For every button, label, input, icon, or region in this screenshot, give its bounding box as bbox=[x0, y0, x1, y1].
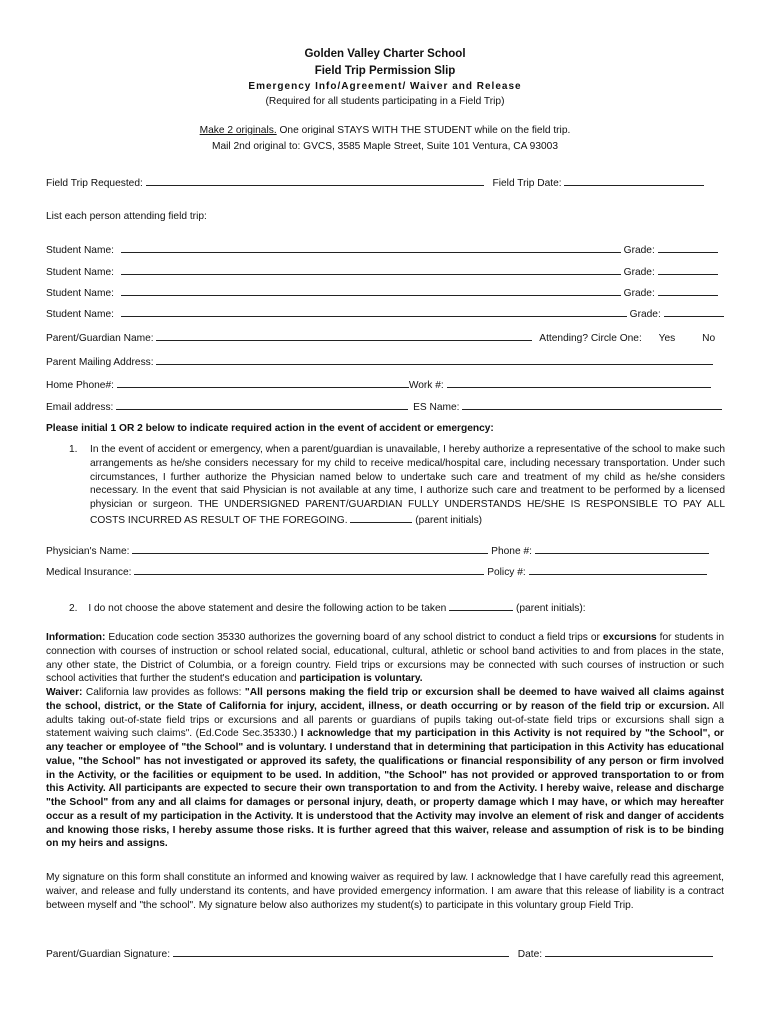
grade-field[interactable] bbox=[658, 242, 718, 253]
option-2-row bbox=[69, 600, 586, 616]
initial-heading: Please initial 1 OR 2 below to indicate required action in the event of accident or emergency: bbox=[46, 423, 494, 434]
option-1-initials-label: (parent initials) bbox=[415, 514, 483, 526]
signature-label: Parent/Guardian Signature: bbox=[46, 949, 171, 960]
physician-name-label: Physician's Name: bbox=[46, 546, 130, 557]
grade-field[interactable] bbox=[664, 306, 724, 317]
phone-row bbox=[46, 377, 711, 393]
grade-field[interactable] bbox=[658, 264, 718, 275]
parent-name-row bbox=[46, 330, 715, 346]
school-name: Golden Valley Charter School bbox=[304, 48, 466, 60]
list-each-label: List each person attending field trip: bbox=[46, 211, 207, 222]
email-field[interactable] bbox=[116, 399, 408, 410]
form-note: (Required for all students participating in a Field Trip) bbox=[265, 96, 505, 107]
information-label: Information: bbox=[46, 632, 106, 643]
medical-insurance-field[interactable] bbox=[134, 564, 484, 575]
waiver-bold-1: "All persons making the field trip or excursion shall be deemed to have waived all claims against the school, district, or the State of California for injury, accident, illness, or death occurring or by reason of the field trip or excursion. bbox=[46, 687, 724, 712]
email-label: Email address: bbox=[46, 402, 114, 413]
parent-name-field[interactable] bbox=[156, 330, 532, 341]
signature-row bbox=[46, 946, 713, 962]
information-paragraph bbox=[46, 631, 724, 851]
grade-label: Grade: bbox=[623, 245, 655, 256]
home-phone-label: Home Phone#: bbox=[46, 380, 114, 391]
attending-yes-option[interactable]: Yes bbox=[658, 333, 676, 344]
student-row bbox=[46, 242, 718, 258]
student-row bbox=[46, 264, 718, 280]
field-trip-date-field[interactable] bbox=[564, 175, 704, 186]
student-name-label: Student Name: bbox=[46, 245, 114, 256]
information-excursions: excursions bbox=[602, 632, 657, 643]
signature-paragraph: My signature on this form shall constitute an informed and knowing waiver as required by law. I acknowledge that I have carefully read this agreement, waiver, and release and fully understand its contents, and have provided emergency information. I am aware that this release of liability is a contract between myself and "the school". My signature below also authorizes my student(s) to participate in this voluntary group Field Trip. bbox=[46, 872, 724, 911]
work-phone-field[interactable] bbox=[447, 377, 711, 388]
physician-row bbox=[46, 543, 709, 559]
option-2-text: I do not choose the above statement and desire the following action to be taken bbox=[88, 603, 447, 614]
student-name-label: Student Name: bbox=[46, 288, 114, 299]
student-name-field[interactable] bbox=[121, 242, 621, 253]
signature-date-label: Date: bbox=[517, 949, 543, 960]
physician-phone-field[interactable] bbox=[535, 543, 709, 554]
grade-label: Grade: bbox=[623, 288, 655, 299]
option-2-number: 2. bbox=[69, 603, 78, 614]
form-subtitle: Emergency Info/Agreement/ Waiver and Release bbox=[248, 81, 522, 92]
insurance-row bbox=[46, 564, 707, 580]
grade-label: Grade: bbox=[629, 309, 661, 320]
information-text-1: Education code section 35330 authorizes the governing board of any school district to conduct a field trips or bbox=[105, 632, 603, 643]
option-2-initials-label: (parent initials): bbox=[515, 603, 586, 614]
field-trip-requested-field[interactable] bbox=[146, 175, 484, 186]
form-title: Field Trip Permission Slip bbox=[314, 65, 456, 77]
signature-date-field[interactable] bbox=[545, 946, 713, 957]
field-trip-requested-label: Field Trip Requested: bbox=[46, 178, 143, 189]
waiver-text-1: California law provides as follows: bbox=[82, 687, 245, 699]
physician-name-field[interactable] bbox=[132, 543, 488, 554]
mailing-address-label: Parent Mailing Address: bbox=[46, 357, 154, 368]
student-name-label: Student Name: bbox=[46, 309, 114, 320]
option-1-paragraph bbox=[90, 443, 725, 528]
mailing-address-field[interactable] bbox=[156, 354, 713, 365]
student-name-label: Student Name: bbox=[46, 267, 114, 278]
policy-label: Policy #: bbox=[487, 567, 526, 578]
grade-label: Grade: bbox=[623, 267, 655, 278]
attending-label: Attending? Circle One: bbox=[539, 333, 642, 344]
field-trip-date-label: Field Trip Date: bbox=[492, 178, 562, 189]
es-name-field[interactable] bbox=[462, 399, 722, 410]
information-text-2: for students in connection with courses of instruction or school related social, educational, cultural, athletic or school band activities to and from places in the state, any other state, the District of Columbia, or a foreign country. Field trips or excursions may be connected with such courses of instruction or such school activities that further the student's education and bbox=[46, 632, 724, 685]
parent-name-label: Parent/Guardian Name: bbox=[46, 333, 154, 344]
option-2-initials-field[interactable] bbox=[449, 600, 513, 611]
student-row bbox=[46, 306, 724, 322]
waiver-label: Waiver: bbox=[46, 687, 83, 699]
attending-no-option[interactable]: No bbox=[702, 333, 716, 344]
waiver-bold-2: I acknowledge that my participation in this Activity is not required by "the School", or any teacher or employee of "the School" and is voluntary. I understand that in determining that participation in this Activity has educational value, "the School" has not investigated or approved its safety, the qualifications or financial responsibility of any person or firm involved in the Activity, or the facilities or equipment to be used. In addition, "the School" has not provided or approved transportation to or from this Activity. All participants are expected to secure their own transportation to and from the Activity. I hereby waive, release and discharge "the School" from any and all claims for damages or personal injury, death, or property damage which I may have, or which may hereafter occur as a result of my participation in the Activity. It is understood that the Activity may involve an element of risk and danger of accidents and knowing those risks, I hereby assume those risks. It is further agreed that this waiver, release and assumption of risk is to be binding on my heirs and assigns. bbox=[46, 728, 725, 850]
field-trip-requested-row bbox=[46, 175, 704, 191]
mail-address: Mail 2nd original to: GVCS, 3585 Maple Street, Suite 101 Ventura, CA 93003 bbox=[211, 141, 559, 152]
es-name-label: ES Name: bbox=[413, 402, 460, 413]
originals-underlined: Make 2 originals. bbox=[199, 125, 277, 136]
student-name-field[interactable] bbox=[121, 285, 621, 296]
signature-field[interactable] bbox=[173, 946, 509, 957]
originals-instruction bbox=[0, 124, 770, 138]
information-voluntary: participation is voluntary. bbox=[299, 673, 423, 685]
option-1-text: In the event of accident or emergency, when a parent/guardian is unavailable, I hereby authorize a representative of the school to make such arrangements as he/she considers necessary for my child to receive medical/hospital care, including necessary transportation. Under such circumstances, I further authorize the Physician named below to undertake such care and treatment of my child as he/she considers necessary. In the event that said Physician is not available at any time, I authorize such care and treatment to be performed by a licensed physician or surgeon. THE UNDERSIGNED PARENT/GUARDIAN FULLY UNDERSTANDS HE/SHE IS RESPONSIBLE TO PAY ALL COSTS INCURRED AS RESULT OF THE FOREGOING. bbox=[90, 444, 725, 526]
home-phone-field[interactable] bbox=[117, 377, 409, 388]
option-1-initials-field[interactable] bbox=[350, 512, 412, 523]
originals-rest: One original STAYS WITH THE STUDENT while on the field trip. bbox=[276, 125, 571, 136]
email-row bbox=[46, 399, 722, 415]
policy-field[interactable] bbox=[529, 564, 707, 575]
student-name-field[interactable] bbox=[121, 306, 627, 317]
physician-phone-label: Phone #: bbox=[491, 546, 532, 557]
student-name-field[interactable] bbox=[121, 264, 621, 275]
grade-field[interactable] bbox=[658, 285, 718, 296]
option-1-number: 1. bbox=[69, 444, 78, 455]
waiver-text-2: All adults taking out-of-state field trips or excursions and all parents or guardians of pupils taking out-of-state field trips or excursions shall sign a statement waiving such claims". (Ed.Code Sec.35330.) bbox=[46, 700, 724, 740]
medical-insurance-label: Medical Insurance: bbox=[46, 567, 132, 578]
work-phone-label: Work #: bbox=[408, 380, 444, 391]
student-row bbox=[46, 285, 718, 301]
mailing-address-row bbox=[46, 354, 713, 370]
